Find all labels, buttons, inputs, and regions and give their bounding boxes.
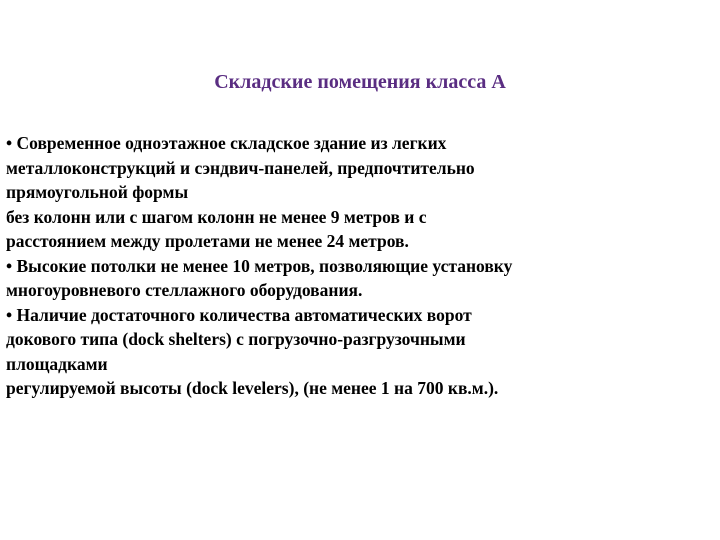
body-line-10: площадками	[6, 353, 108, 374]
body-line-2: металлоконструкций и сэндвич-панелей, предпочтительно	[6, 157, 475, 178]
body-line-1: • Современное одноэтажное складское здание из легких	[6, 133, 447, 153]
body-line-8: • Наличие достаточного количества автоматических ворот	[6, 304, 472, 325]
body-line-6: • Высокие потолки не менее 10 метров, позволяющие установку	[6, 255, 513, 276]
slide-title: Складские помещения класса А	[214, 71, 506, 93]
body-line-4: без колонн или с шагом колонн не менее 9 метров и с	[6, 206, 427, 227]
body-line-9: докового типа (dock shelters) с погрузочно-разгрузочными	[6, 329, 466, 349]
body-line-7: многоуровневого стеллажного оборудования.	[6, 280, 363, 300]
slide-body	[6, 131, 714, 401]
body-line-3: прямоугольной формы	[6, 182, 189, 202]
body-line-11: регулируемой высоты (dock levelers), (не менее 1 на 700 кв.м.).	[6, 378, 499, 398]
body-line-5: расстоянием между пролетами не менее 24 метров.	[6, 231, 409, 251]
